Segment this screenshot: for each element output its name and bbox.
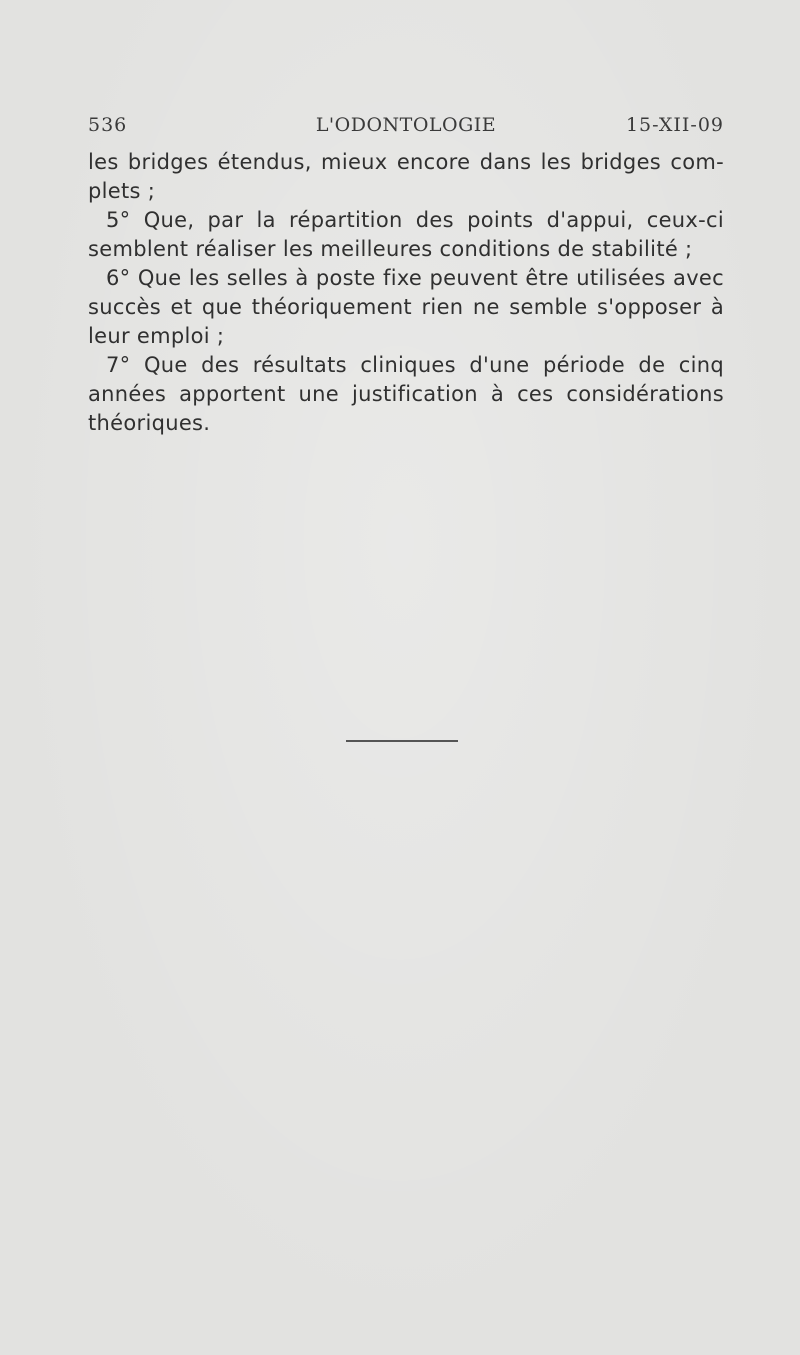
paragraph-item-6: 6° Que les selles à poste fixe peuvent être utilisées avec succès et que théoriquement rien ne semble s'opposer à leur emploi ; [88,266,724,348]
issue-date: 15-XII-09 [625,114,724,136]
paragraph-item-5: 5° Que, par la répartition des points d'appui, ceux-ci semblent réaliser les meilleures conditions de stabilité ; [88,208,724,261]
section-divider [346,740,458,742]
page-number: 536 [88,114,128,136]
paragraph-item-7: 7° Que des résultats cliniques d'une période de cinq années apportent une justification à ces considérations théoriques. [88,353,724,435]
journal-title: L'ODONTOLOGIE [315,114,497,136]
body-text [88,148,724,438]
paragraph-continuation: les bridges étendus, mieux encore dans les bridges com-plets ; [88,150,724,203]
running-header [88,114,724,144]
